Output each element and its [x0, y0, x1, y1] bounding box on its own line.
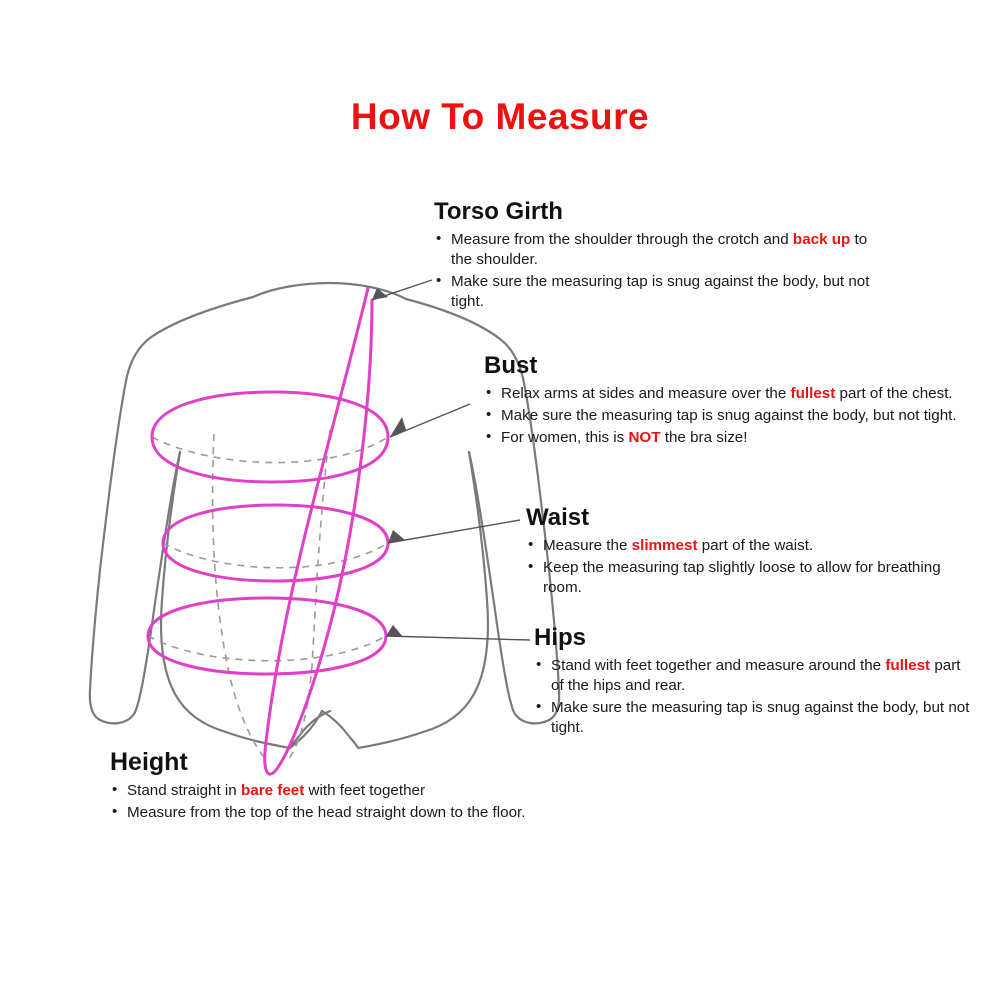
- leader-bust: [390, 404, 470, 437]
- list-item: [534, 698, 974, 738]
- waist-loop: [163, 505, 388, 581]
- section-height: [110, 748, 670, 825]
- bullet-list-hips: [534, 656, 974, 738]
- bullet-text-part: Make sure the measuring tap is snug against the body, but not tight.: [551, 698, 970, 736]
- bullet-text-part: Make sure the measuring tap is snug against the body, but not tight.: [501, 406, 957, 424]
- bust-loop: [152, 392, 388, 482]
- bullet-text-highlight: fullest: [885, 656, 931, 674]
- bullet-text-part: Keep the measuring tap slightly loose to allow for breathing room.: [543, 558, 941, 596]
- section-hips: [534, 624, 974, 740]
- bullet-list-bust: [484, 384, 984, 448]
- bullet-text-part: For women, this is: [501, 428, 629, 446]
- bullet-text-part: to the shoulder.: [451, 230, 868, 268]
- bullet-text-part: part of the hips and rear.: [551, 656, 961, 694]
- bullet-text-highlight: back up: [792, 230, 851, 248]
- bullet-list-torso-girth: [434, 230, 874, 312]
- list-item: [110, 803, 670, 823]
- list-item: [484, 406, 984, 426]
- list-item: [484, 384, 984, 404]
- torso-guide-right: [288, 430, 330, 760]
- leader-torso: [372, 280, 432, 300]
- waist-loop-back: [163, 543, 388, 568]
- list-item: [534, 656, 974, 696]
- page-title: How To Measure: [350, 96, 650, 137]
- section-heading-torso-girth: Torso Girth: [434, 198, 563, 225]
- torso-girth-loop: [265, 288, 372, 774]
- bullet-text-part: the bra size!: [660, 428, 748, 446]
- bullet-text-part: Relax arms at sides and measure over the: [501, 384, 791, 402]
- bullet-text-part: Stand with feet together and measure around the: [551, 656, 886, 674]
- section-torso-girth: [434, 198, 874, 314]
- bullet-text-part: Make sure the measuring tap is snug against the body, but not tight.: [451, 272, 870, 310]
- list-item: [434, 230, 874, 270]
- section-heading-hips: Hips: [534, 624, 587, 651]
- leader-hips: [386, 636, 530, 640]
- bullet-text-highlight: fullest: [790, 384, 836, 402]
- bullet-list-height: [110, 781, 670, 823]
- section-waist: [526, 504, 976, 600]
- bullet-text-part: with feet together: [304, 781, 426, 799]
- bullet-text-part: Measure the: [543, 536, 632, 554]
- list-item: [526, 536, 976, 556]
- torso-guide-left: [213, 434, 268, 762]
- bullet-text-part: part of the chest.: [835, 384, 953, 402]
- bullet-text-highlight: slimmest: [631, 536, 698, 554]
- bullet-text-highlight: NOT: [628, 428, 661, 446]
- section-bust: [484, 352, 984, 450]
- bust-loop-back: [152, 437, 388, 463]
- leader-arrowheads: [372, 288, 406, 637]
- bullet-text-part: Measure from the top of the head straight down to the floor.: [127, 803, 526, 821]
- section-heading-bust: Bust: [484, 352, 538, 379]
- list-item: [110, 781, 670, 801]
- bullet-list-waist: [526, 536, 976, 598]
- list-item: [484, 428, 984, 448]
- bullet-text-part: part of the waist.: [697, 536, 814, 554]
- bullet-text-part: Stand straight in: [127, 781, 241, 799]
- section-heading-waist: Waist: [526, 504, 590, 531]
- section-heading-height: Height: [110, 748, 188, 776]
- bullet-text-highlight: bare feet: [240, 781, 305, 799]
- list-item: [434, 272, 874, 312]
- hips-loop: [148, 598, 386, 674]
- hips-loop-back: [148, 636, 386, 661]
- bullet-text-part: Measure from the shoulder through the crotch and: [451, 230, 793, 248]
- list-item: [526, 558, 976, 598]
- leader-waist: [388, 520, 520, 543]
